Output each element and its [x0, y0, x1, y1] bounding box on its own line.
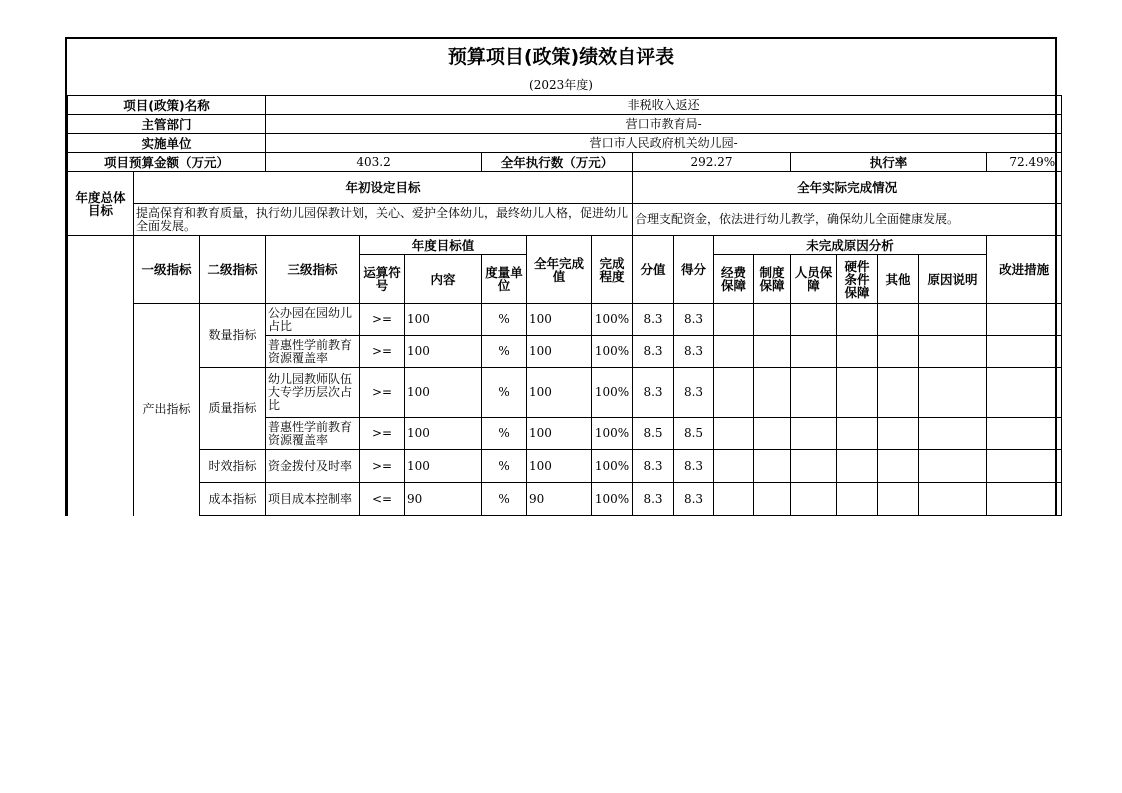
empty-cell [714, 368, 754, 418]
empty-cell [837, 368, 878, 418]
weight-cell: 8.5 [633, 418, 674, 450]
level2-quantity-cell: 数量指标 [200, 304, 266, 368]
reason-funds-header: 经费保障 [714, 255, 754, 304]
left-blank-cell [68, 236, 134, 516]
level2-quality-cell: 质量指标 [200, 368, 266, 450]
unit-value: 营口市人民政府机关幼儿园- [266, 134, 1062, 153]
table-row [68, 483, 1062, 516]
unit-row [68, 134, 1062, 153]
level1-output-cell: 产出指标 [134, 304, 200, 516]
target-group-header: 年度目标值 [360, 236, 527, 255]
content-cell: 100 [405, 450, 482, 483]
empty-cell [919, 483, 987, 516]
empty-cell [919, 336, 987, 368]
actual-completion-text: 合理支配资金，依法进行幼儿教学，确保幼儿全面健康发展。 [633, 204, 1062, 236]
dept-label: 主管部门 [68, 115, 266, 134]
indicator-cell: 幼儿园教师队伍大专学历层次占比 [266, 368, 360, 418]
reason-other-header: 其他 [878, 255, 919, 304]
content-cell: 100 [405, 368, 482, 418]
indicator-cell: 普惠性学前教育资源覆盖率 [266, 336, 360, 368]
empty-cell [919, 418, 987, 450]
goals-text-row [68, 204, 1062, 236]
degree-cell: 100% [592, 450, 633, 483]
operator-cell: <= [360, 483, 405, 516]
budget-value: 403.2 [266, 153, 482, 172]
content-cell: 90 [405, 483, 482, 516]
page-title: 预算项目(政策)绩效自评表 [447, 46, 675, 68]
dept-row [68, 115, 1062, 134]
empty-cell [878, 450, 919, 483]
reason-staff-header: 人员保障 [791, 255, 837, 304]
empty-cell [714, 336, 754, 368]
degree-cell: 100% [592, 483, 633, 516]
actual-cell: 100 [527, 336, 592, 368]
table-row [68, 304, 1062, 336]
exec-value: 292.27 [633, 153, 791, 172]
weight-cell: 8.3 [633, 336, 674, 368]
weight-header: 分值 [633, 236, 674, 304]
exec-label: 全年执行数（万元） [482, 153, 633, 172]
unit-cell: % [482, 450, 527, 483]
empty-cell [791, 418, 837, 450]
empty-cell [791, 336, 837, 368]
score-cell: 8.3 [674, 450, 714, 483]
empty-cell [791, 483, 837, 516]
operator-cell: >= [360, 450, 405, 483]
empty-cell [878, 483, 919, 516]
actual-cell: 100 [527, 304, 592, 336]
degree-cell: 100% [592, 368, 633, 418]
empty-cell [878, 336, 919, 368]
budget-label: 项目预算金额（万元） [68, 153, 266, 172]
unit-cell: % [482, 418, 527, 450]
goals-header-row [68, 172, 1062, 204]
empty-cell [837, 483, 878, 516]
project-name-label: 项目(政策)名称 [68, 96, 266, 115]
actual-cell: 100 [527, 368, 592, 418]
level2-header: 二级指标 [200, 236, 266, 304]
empty-cell [714, 418, 754, 450]
budget-row [68, 153, 1062, 172]
empty-cell [754, 418, 791, 450]
unit-cell: % [482, 483, 527, 516]
empty-cell [791, 450, 837, 483]
unit-cell: % [482, 304, 527, 336]
improve-header: 改进措施 [987, 236, 1062, 304]
content-cell: 100 [405, 418, 482, 450]
table-row [68, 368, 1062, 418]
rate-value: 72.49% [987, 153, 1062, 172]
unit-label: 实施单位 [68, 134, 266, 153]
level1-header: 一级指标 [134, 236, 200, 304]
content-header: 内容 [405, 255, 482, 304]
empty-cell [714, 483, 754, 516]
indicator-cell: 项目成本控制率 [266, 483, 360, 516]
empty-cell [837, 450, 878, 483]
actual-cell: 90 [527, 483, 592, 516]
empty-cell [987, 483, 1062, 516]
rate-label: 执行率 [791, 153, 987, 172]
content-cell: 100 [405, 304, 482, 336]
reason-hardware-header: 硬件条件保障 [837, 255, 878, 304]
annual-goal-label: 年度总体目标 [68, 172, 134, 236]
indicator-cell: 资金拨付及时率 [266, 450, 360, 483]
dept-value: 营口市教育局- [266, 115, 1062, 134]
degree-cell: 100% [592, 304, 633, 336]
degree-cell: 100% [592, 418, 633, 450]
reason-group-header: 未完成原因分析 [714, 236, 987, 255]
empty-cell [878, 304, 919, 336]
level3-header: 三级指标 [266, 236, 360, 304]
table-row [68, 450, 1062, 483]
page-subtitle: (2023年度) [529, 78, 593, 92]
empty-cell [754, 450, 791, 483]
empty-cell [919, 368, 987, 418]
empty-cell [837, 418, 878, 450]
score-cell: 8.5 [674, 418, 714, 450]
indicator-cell: 普惠性学前教育资源覆盖率 [266, 418, 360, 450]
score-header: 得分 [674, 236, 714, 304]
initial-goal-header: 年初设定目标 [134, 172, 633, 204]
empty-cell [754, 336, 791, 368]
level2-cost-cell: 成本指标 [200, 483, 266, 516]
empty-cell [754, 304, 791, 336]
empty-cell [754, 368, 791, 418]
empty-cell [714, 450, 754, 483]
weight-cell: 8.3 [633, 304, 674, 336]
weight-cell: 8.3 [633, 483, 674, 516]
score-cell: 8.3 [674, 483, 714, 516]
actual-cell: 100 [527, 418, 592, 450]
degree-cell: 100% [592, 336, 633, 368]
weight-cell: 8.3 [633, 368, 674, 418]
project-name-row [68, 96, 1062, 115]
empty-cell [987, 336, 1062, 368]
score-cell: 8.3 [674, 336, 714, 368]
reason-explain-header: 原因说明 [919, 255, 987, 304]
project-name-value: 非税收入返还 [266, 96, 1062, 115]
empty-cell [878, 418, 919, 450]
empty-cell [987, 304, 1062, 336]
indicator-cell: 公办园在园幼儿占比 [266, 304, 360, 336]
actual-header: 全年完成值 [527, 236, 592, 304]
indicator-header-row-1 [68, 236, 1062, 255]
sheet-frame [65, 37, 1057, 516]
operator-header: 运算符号 [360, 255, 405, 304]
self-evaluation-sheet [65, 37, 1057, 516]
evaluation-table [67, 95, 1062, 516]
unit-cell: % [482, 336, 527, 368]
level2-timeliness-cell: 时效指标 [200, 450, 266, 483]
empty-cell [791, 304, 837, 336]
initial-goal-text: 提高保育和教育质量，执行幼儿园保教计划，关心、爱护全体幼儿，最终幼儿人格，促进幼儿全面发展。 [134, 204, 633, 236]
operator-cell: >= [360, 368, 405, 418]
operator-cell: >= [360, 336, 405, 368]
unit-header: 度量单位 [482, 255, 527, 304]
empty-cell [714, 304, 754, 336]
actual-completion-header: 全年实际完成情况 [633, 172, 1062, 204]
weight-cell: 8.3 [633, 450, 674, 483]
operator-cell: >= [360, 304, 405, 336]
empty-cell [837, 304, 878, 336]
empty-cell [987, 450, 1062, 483]
score-cell: 8.3 [674, 368, 714, 418]
reason-system-header: 制度保障 [754, 255, 791, 304]
empty-cell [754, 483, 791, 516]
empty-cell [878, 368, 919, 418]
empty-cell [987, 368, 1062, 418]
empty-cell [791, 368, 837, 418]
unit-cell: % [482, 368, 527, 418]
content-cell: 100 [405, 336, 482, 368]
empty-cell [919, 304, 987, 336]
degree-header: 完成程度 [592, 236, 633, 304]
empty-cell [919, 450, 987, 483]
operator-cell: >= [360, 418, 405, 450]
actual-cell: 100 [527, 450, 592, 483]
score-cell: 8.3 [674, 304, 714, 336]
empty-cell [837, 336, 878, 368]
empty-cell [987, 418, 1062, 450]
